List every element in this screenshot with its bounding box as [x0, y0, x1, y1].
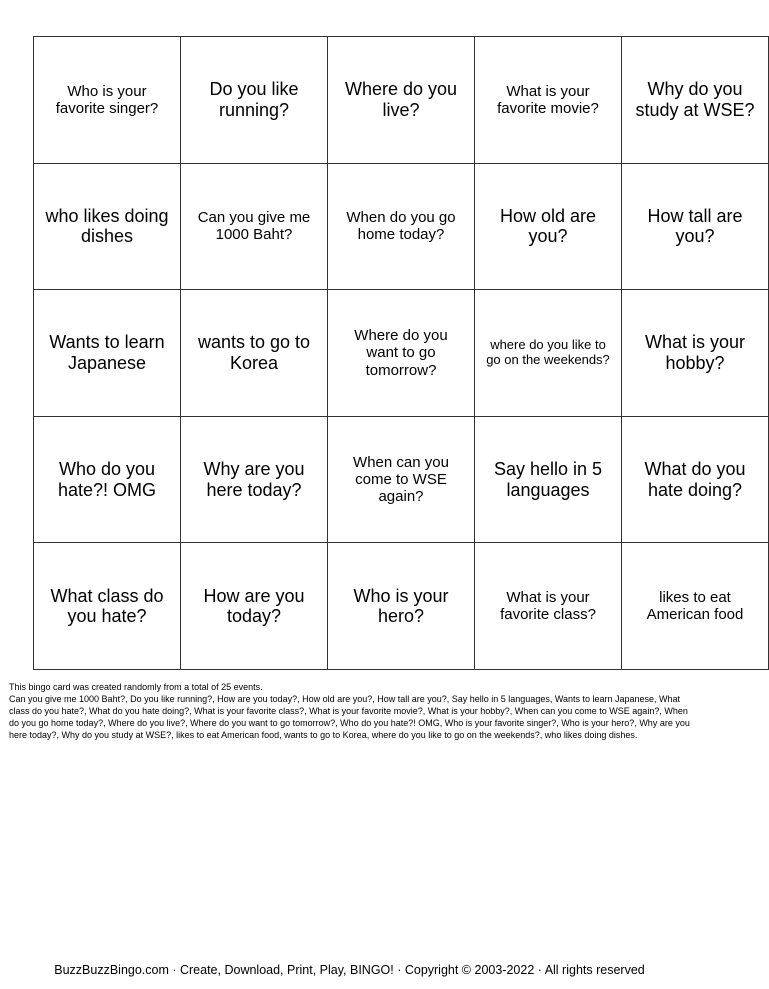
bingo-cell [328, 163, 475, 290]
bingo-cell [475, 543, 622, 670]
bingo-cell [34, 37, 181, 164]
bingo-cell [181, 290, 328, 417]
bingo-cell [34, 290, 181, 417]
bingo-cell [622, 163, 769, 290]
bingo-cell [622, 416, 769, 543]
bingo-cell-text: who likes doing dishes [45, 205, 169, 247]
bingo-cell-text: Say hello in 5 languages [493, 458, 603, 500]
bingo-cell-text: Who do you hate?! OMG [57, 458, 157, 500]
bingo-cell-text: Where do you want to go tomorrow? [354, 327, 448, 379]
bingo-cell [475, 416, 622, 543]
bingo-cell [328, 37, 475, 164]
bingo-cell-text: Who is your favorite singer? [55, 82, 159, 117]
bingo-card [33, 36, 769, 670]
bingo-cell-text: likes to eat American food [646, 588, 744, 624]
card-info-events: Can you give me 1000 Baht?, Do you like running?, How are you today?, How old are you?, How tall are you?, Say hello in 5 languages, Wants to learn Japanese, What class do you hate?, What do you hate doing?, What is your favorite class?, What is your favorite movie?, What is your hobby?, When can you come to WSE again?, When do you go home today?, Where do you live?, Where do you want to go tomorrow?, Who do you hate?! OMG, Who is your favorite singer?, Who is your hero?, Why are you here today?, Why do you study at WSE?, likes to eat American food, wants to go to Korea, where do you like to go on the weekends?, who likes doing dishes. [9, 694, 690, 740]
bingo-row [34, 290, 769, 417]
bingo-row [34, 416, 769, 543]
bingo-cell [475, 290, 622, 417]
card-info-intro: This bingo card was created randomly from a total of 25 events. [9, 682, 263, 692]
bingo-row [34, 163, 769, 290]
bingo-row [34, 37, 769, 164]
bingo-row [34, 543, 769, 670]
bingo-cell-text: What is your favorite movie? [497, 82, 599, 117]
bingo-cell-text: What class do you hate? [50, 585, 164, 627]
bingo-cell-text: How old are you? [499, 205, 597, 247]
bingo-cell [34, 543, 181, 670]
bingo-card-body [34, 37, 769, 670]
bingo-cell [181, 543, 328, 670]
bingo-cell-text: Why are you here today? [203, 458, 305, 500]
bingo-cell-text: Wants to learn Japanese [49, 332, 165, 373]
bingo-cell-text: wants to go to Korea [197, 332, 311, 373]
bingo-cell [328, 416, 475, 543]
bingo-cell [475, 163, 622, 290]
bingo-cell [328, 543, 475, 670]
bingo-cell [181, 163, 328, 290]
bingo-cell [622, 290, 769, 417]
bingo-cell-text: How tall are you? [647, 205, 743, 247]
bingo-cell-text: How are you today? [203, 585, 305, 627]
bingo-cell [622, 543, 769, 670]
bingo-cell-text: What do you hate doing? [644, 458, 746, 500]
bingo-cell-text: When do you go home today? [346, 209, 456, 244]
card-info [9, 681, 691, 741]
bingo-cell-text: Can you give me 1000 Baht? [197, 209, 311, 244]
bingo-cell-text: When can you come to WSE again? [353, 453, 449, 506]
bingo-cell-text: What is your favorite class? [500, 588, 596, 624]
bingo-cell [475, 37, 622, 164]
bingo-cell [181, 37, 328, 164]
bingo-cell-text: where do you like to go on the weekends? [486, 337, 610, 367]
bingo-cell [622, 37, 769, 164]
bingo-cell [181, 416, 328, 543]
bingo-cell-text: Where do you live? [344, 79, 458, 120]
bingo-cell-text: Who is your hero? [353, 585, 449, 627]
bingo-cell-text: Why do you study at WSE? [635, 79, 755, 120]
page-footer: BuzzBuzzBingo.com · Create, Download, Print, Play, BINGO! · Copyright © 2003-2022 · All rights reserved [54, 963, 645, 977]
bingo-cell [34, 416, 181, 543]
bingo-cell-text: What is your hobby? [644, 332, 746, 373]
bingo-cell [34, 163, 181, 290]
bingo-cell-text: Do you like running? [209, 79, 299, 120]
bingo-cell [328, 290, 475, 417]
